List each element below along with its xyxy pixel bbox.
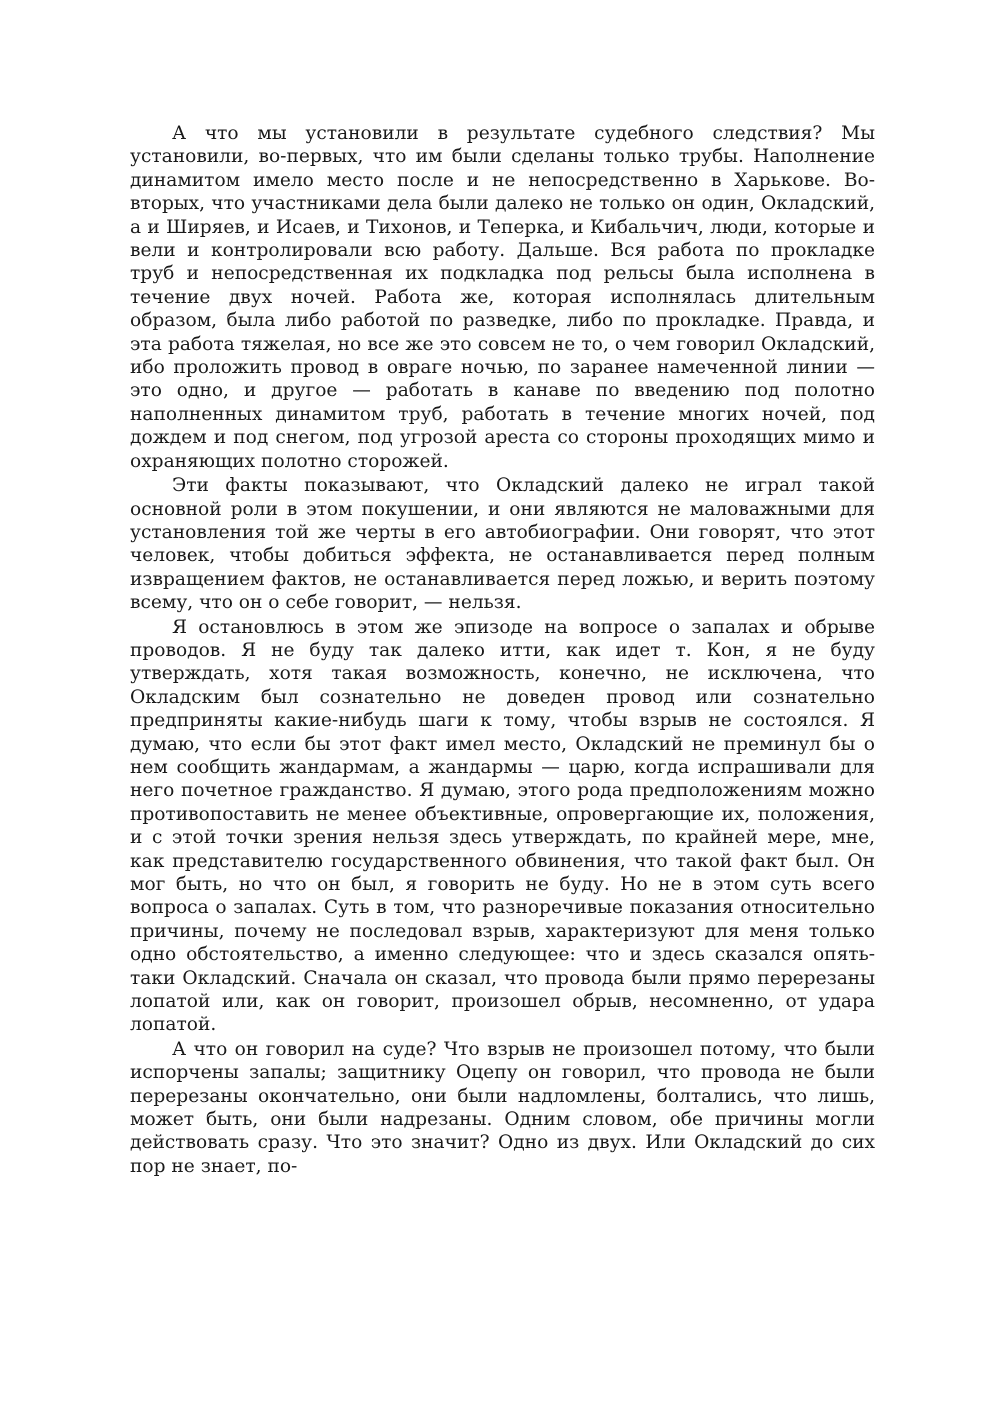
document-page xyxy=(130,122,875,1178)
paragraph-2: Эти факты показывают, что Окладский далеко не играл такой основной роли в этом покушении, и они являются не маловажными для установления той же черты в его автобиографии. Они говорят, что этот человек, чтобы добиться эффекта, не останавливается перед полным извращением фактов, не останавливается перед ложью, и верить поэтому всему, что он о себе говорит, — нельзя. xyxy=(130,475,875,614)
paragraph-3: Я остановлюсь в этом же эпизоде на вопросе о запалах и обрыве проводов. Я не буду так далеко итти, как идет т. Кон, я не буду утверждать, хотя такая возможность, конечно, не исключена, что Окладским был сознательно не доведен провод или сознательно предприняты какие-нибудь шаги к тому, чтобы взрыв не состоялся. Я думаю, что если бы этот факт имел место, Окладский не преминул бы о нем сообщить жандармам, а жандармы — царю, когда испрашивали для него почетное гражданство. Я думаю, этого рода предположениям можно противопоставить не менее объективные, опровергающие их, положения, и с этой точки зрения нельзя здесь утверждать, по крайней мере, мне, как представителю государственного обвинения, что такой факт был. Он мог быть, но что он был, я говорить не буду. Но не в этом суть всего вопроса о запалах. Суть в том, что разноречивые показания относительно причины, почему не последовал взрыв, характеризуют для меня только одно обстоятельство, а именно следующее: что и здесь сказался опять-таки Окладский. Сначала он сказал, что провода были прямо перерезаны лопатой или, как он говорит, произошел обрыв, несомненно, от удара лопатой. xyxy=(130,616,875,1036)
paragraph-4: А что он говорил на суде? Что взрыв не произошел потому, что были испорчены запалы; защитнику Оцепу он говорил, что провода не были перерезаны окончательно, они были надломлены, болтались, что лишь, может быть, они были надрезаны. Одним словом, обе причины могли действовать сразу. Что это значит? Одно из двух. Или Окладский до сих пор не знает, по- xyxy=(130,1038,875,1177)
paragraph-1: А что мы установили в результате судебного следствия? Мы установили, во-первых, что им были сделаны только трубы. Наполнение динамитом имело место после и не непосредственно в Харькове. Во-вторых, что участниками дела были далеко не только он один, Окладский, а и Ширяев, и Исаев, и Тихонов, и Теперка, и Кибальчич, люди, которые и вели и контролировали всю работу. Дальше. Вся работа по прокладке труб и непосредственная их подкладка под рельсы была исполнена в течение двух ночей. Работа же, которая исполнялась длительным образом, была либо работой по разведке, либо по прокладке. Правда, и эта работа тяжелая, но все же это совсем не то, о чем говорил Окладский, ибо проложить провод в овраге ночью, по заранее намеченной линии — это одно, и другое — работать в канаве по введению под полотно наполненных динамитом труб, работать в течение многих ночей, под дождем и под снегом, под угрозой ареста со стороны проходящих мимо и охраняющих полотно сторожей. xyxy=(130,123,875,472)
